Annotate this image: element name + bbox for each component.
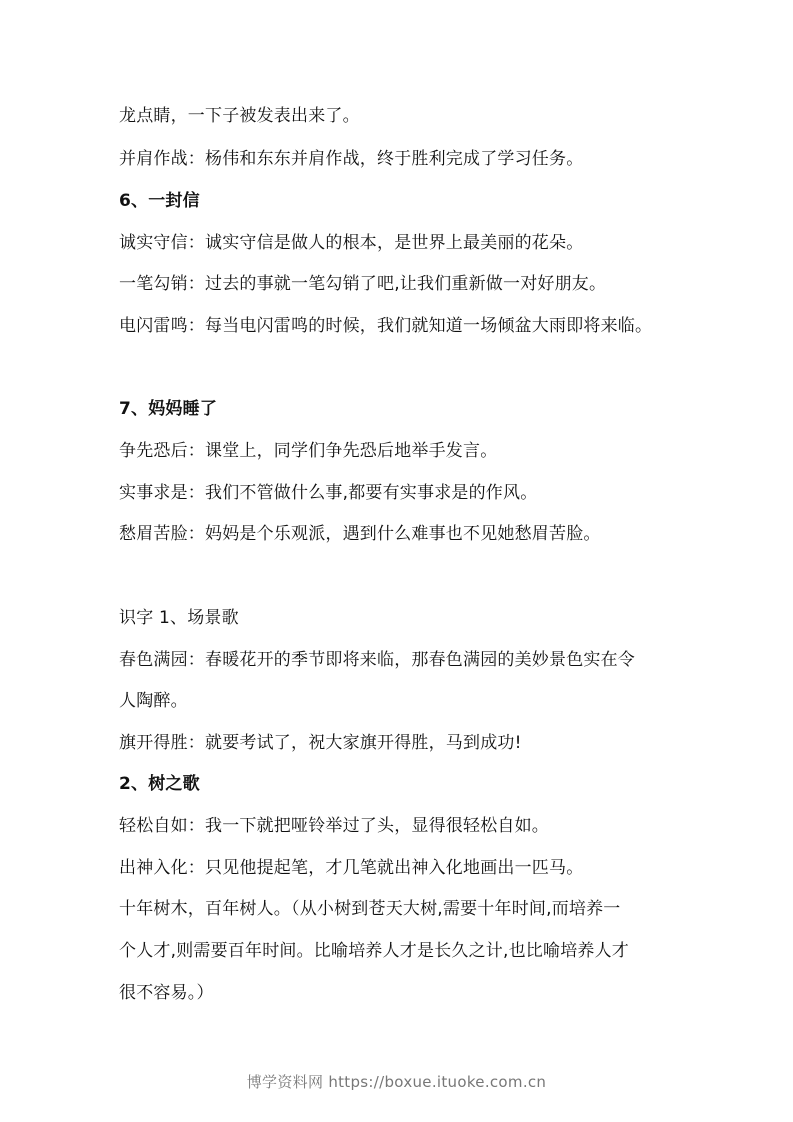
text-line: 轻松自如：我一下就把哑铃举过了头，显得很轻松自如。 xyxy=(119,816,549,836)
text-line: 十年树木，百年树人。（从小树到苍天大树,需要十年时间,而培养一 xyxy=(119,899,621,919)
text-line: 人陶醉。 xyxy=(119,691,188,711)
text-line: 电闪雷鸣：每当电闪雷鸣的时候，我们就知道一场倾盆大雨即将来临。 xyxy=(119,316,653,336)
text-line: 旗开得胜：就要考试了，祝大家旗开得胜，马到成功! xyxy=(119,733,522,753)
section-heading: 7、妈妈睡了 xyxy=(119,399,218,419)
text-line: 个人才,则需要百年时间。比喻培养人才是长久之计,也比喻培养人才 xyxy=(119,941,630,961)
text-line: 并肩作战：杨伟和东东并肩作战，终于胜利完成了学习任务。 xyxy=(119,149,584,169)
text-line: 争先恐后：课堂上，同学们争先恐后地举手发言。 xyxy=(119,441,498,461)
text-line: 愁眉苦脸：妈妈是个乐观派，遇到什么难事也不见她愁眉苦脸。 xyxy=(119,524,601,544)
text-line: 诚实守信：诚实守信是做人的根本，是世界上最美丽的花朵。 xyxy=(119,233,584,253)
text-line: 春色满园：春暖花开的季节即将来临，那春色满园的美妙景色实在令 xyxy=(119,650,635,670)
section-heading: 6、一封信 xyxy=(119,191,200,211)
section-heading: 识字 1、场景歌 xyxy=(119,608,239,628)
text-line: 一笔勾销：过去的事就一笔勾销了吧,让我们重新做一对好朋友。 xyxy=(119,274,607,294)
text-line: 出神入化：只见他提起笔，才几笔就出神入化地画出一匹马。 xyxy=(119,858,584,878)
page-footer-watermark: 博学资料网 https://boxue.ituoke.com.cn xyxy=(246,1073,547,1091)
text-line: 实事求是：我们不管做什么事,都要有实事求是的作风。 xyxy=(119,483,538,503)
section-heading: 2、树之歌 xyxy=(119,774,200,794)
text-line: 龙点睛，一下子被发表出来了。 xyxy=(119,106,360,126)
text-line: 很不容易。） xyxy=(119,983,214,1003)
